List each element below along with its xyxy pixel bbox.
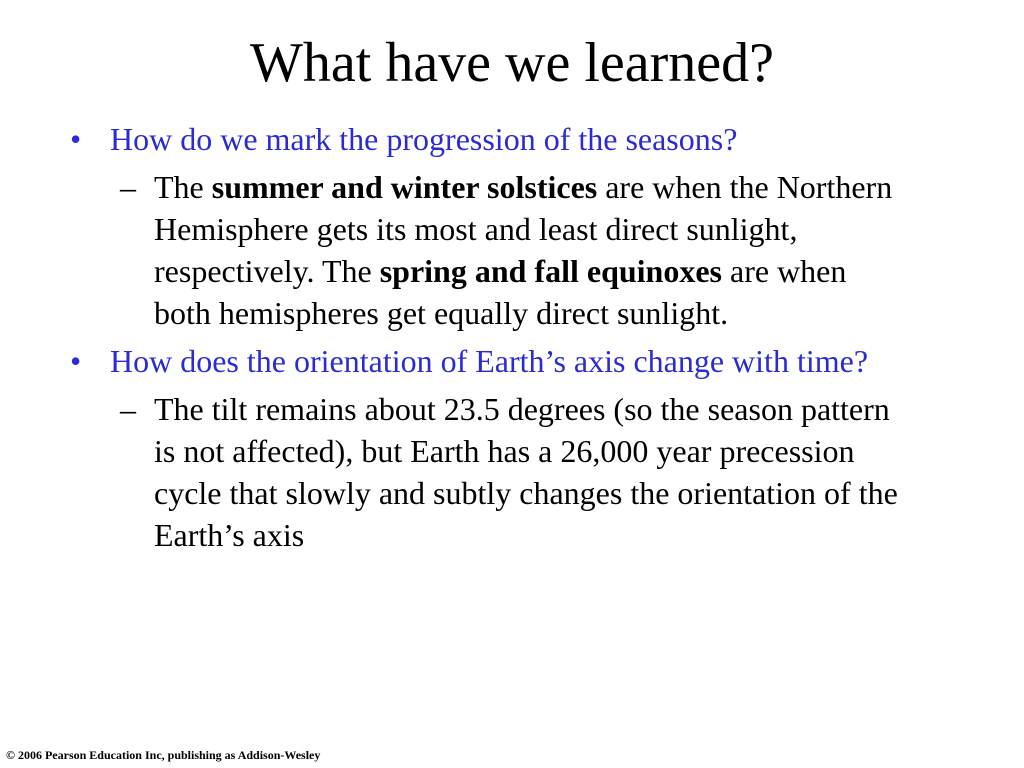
bullet-seasons-question <box>70 118 900 160</box>
slide-title: What have we learned? <box>250 32 774 94</box>
sub-text-part: are when both hemispheres get equally direct sunlight. <box>154 253 847 331</box>
bullet-text: How do we mark the progression of the seasons? <box>110 121 738 157</box>
sub-text-part: The <box>154 169 212 205</box>
bullet-axis-question <box>70 340 900 382</box>
bullet-text: How does the orientation of Earth’s axis change with time? <box>110 343 869 379</box>
sub-bullet-precession-answer <box>70 388 900 556</box>
sub-text-bold-equinoxes: spring and fall equinoxes <box>379 253 722 289</box>
sub-bullet-solstices-answer <box>70 166 900 334</box>
bullet-marker: • <box>70 343 82 379</box>
slide-content <box>70 118 900 562</box>
copyright-footer: © 2006 Pearson Education Inc, publishing as Addison-Wesley <box>6 748 321 762</box>
sub-text-bold-solstices: summer and winter solstices <box>211 169 598 205</box>
sub-bullet-marker: – <box>120 391 136 427</box>
sub-text-part: are when the Northern Hemisphere gets its most and least direct sunlight, respectively. The <box>154 169 893 289</box>
bullet-marker: • <box>70 121 82 157</box>
sub-text: The tilt remains about 23.5 degrees (so the season pattern is not affected), but Earth has a 26,000 year precession cycle that slowly and subtly changes the orientation of the Earth’s axis <box>154 391 898 553</box>
sub-bullet-marker: – <box>120 169 136 205</box>
